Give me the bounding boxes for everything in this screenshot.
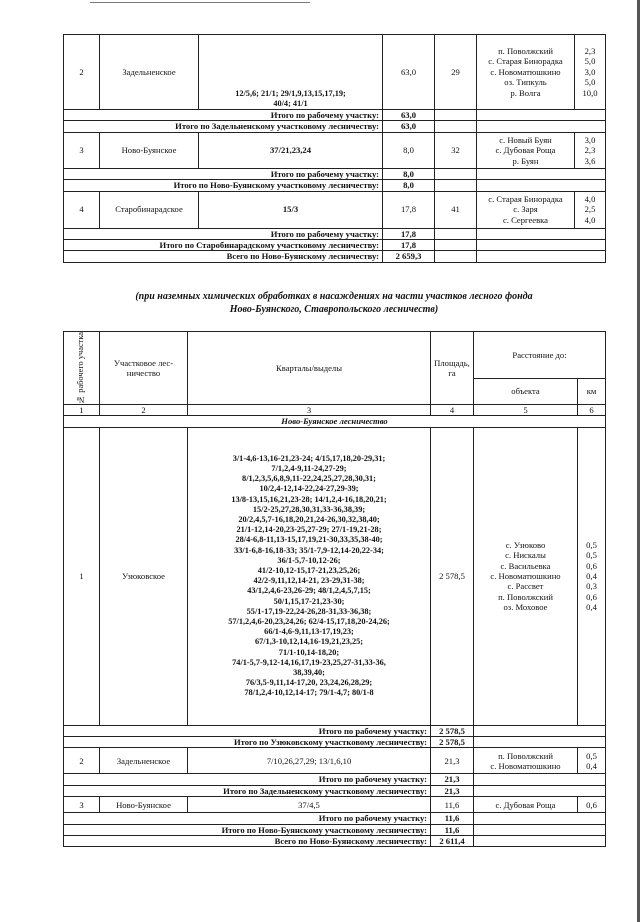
subtotal-row [64, 180, 606, 191]
row-number: 1 [64, 427, 100, 725]
row-number: 3 [64, 797, 100, 813]
km-value: 0,6 [578, 797, 606, 813]
subtotal-row [64, 813, 606, 824]
section-row [64, 416, 606, 427]
header-area: Площадь, га [431, 332, 474, 405]
km-list: 3,0 2,3 3,6 [575, 132, 606, 168]
table-row [64, 191, 606, 228]
column-number: 1 [64, 404, 100, 415]
subtotal-row [64, 121, 606, 132]
subtotal-label: Итого по Ново-Буянскому участковому лесничеству: [64, 824, 431, 835]
forestry-name: Задельненское [100, 35, 199, 110]
header-forestry: Участковое лес-ничество [100, 332, 188, 405]
row-number: 4 [64, 191, 100, 228]
subtotal-area: 2 578,5 [431, 737, 474, 748]
subtotal-area: 8,0 [383, 180, 435, 191]
table-row [64, 132, 606, 168]
subtotal-label: Итого по рабочему участку: [64, 110, 383, 121]
subtotal-row [64, 737, 606, 748]
subtotal-row [64, 110, 606, 121]
quarters-cell: 12/5,6; 21/1; 29/1,9,13,15,17,19; 40/4; 41/1 [199, 35, 383, 110]
total-area: 2 611,4 [431, 836, 474, 847]
subtotal-row [64, 725, 606, 736]
section-title: Ново-Буянское лесничество [64, 416, 606, 427]
header-work-unit-number: № рабочего участка [64, 332, 100, 405]
km-list: 4,0 2,5 4,0 [575, 191, 606, 228]
subtotal-label: Итого по рабочему участку: [64, 725, 431, 736]
quarters-cell: 37/4,5 [188, 797, 431, 813]
forestry-name: Ново-Буянское [100, 797, 188, 813]
subtotal-area: 17,8 [383, 228, 435, 239]
column-number: 3 [188, 404, 431, 415]
area-value: 17,8 [383, 191, 435, 228]
header-km: км [578, 379, 606, 405]
km-list: 0,5 0,4 [578, 748, 606, 774]
area-value: 63,0 [383, 35, 435, 110]
forestry-name: Старобинарадское [100, 191, 199, 228]
subtotal-area: 8,0 [383, 168, 435, 179]
forestry-name: Узюковское [100, 427, 188, 725]
objects-list: п. Поволжский с. Новоматюшкино [474, 748, 578, 774]
scan-edge-line [90, 2, 310, 3]
table-row [64, 35, 606, 110]
quarters-cell: 37/21,23,24 [199, 132, 383, 168]
row-number: 3 [64, 132, 100, 168]
subtotal-area: 21,3 [431, 785, 474, 796]
table-row [64, 748, 606, 774]
subtotal-row [64, 774, 606, 785]
forest-treatment-table [63, 331, 606, 847]
objects-list: с. Новый Буян с. Дубовая Роща р. Буян [477, 132, 575, 168]
column-number: 5 [474, 404, 578, 415]
header-distance: Расстояние до: [474, 332, 606, 379]
forestry-name: Задельненское [100, 748, 188, 774]
subtotal-area: 11,6 [431, 824, 474, 835]
subtotal-row [64, 824, 606, 835]
objects-list: п. Поволжский с. Старая Бинорадка с. Новоматюшкино оз. Типкуль р. Волга [477, 35, 575, 110]
table-row [64, 427, 606, 725]
total-area: 2 659,3 [383, 251, 435, 262]
header-object: объекта [474, 379, 578, 405]
subtotal-area: 63,0 [383, 121, 435, 132]
total-label: Всего по Ново-Буянскому лесничеству: [64, 251, 383, 262]
subtotal-label: Итого по рабочему участку: [64, 228, 383, 239]
total-label: Всего по Ново-Буянскому лесничеству: [64, 836, 431, 847]
distance-value: 29 [435, 35, 477, 110]
row-number: 2 [64, 35, 100, 110]
quarters-cell: 7/10,26,27,29; 13/1,6,10 [188, 748, 431, 774]
forestry-name: Ново-Буянское [100, 132, 199, 168]
area-value: 8,0 [383, 132, 435, 168]
column-number: 4 [431, 404, 474, 415]
subtotal-label: Итого по рабочему участку: [64, 813, 431, 824]
forest-table-continuation [63, 34, 606, 263]
column-number: 6 [578, 404, 606, 415]
objects-list: с. Старая Бинорадка с. Заря с. Сергеевка [477, 191, 575, 228]
object-value: с. Дубовая Роща [474, 797, 578, 813]
header-row [64, 332, 606, 379]
subtotal-area: 17,8 [383, 240, 435, 251]
header-quarters: Кварталы/выделы [188, 332, 431, 405]
subtotal-label: Итого по Задельненскому участковому лесничеству: [64, 785, 431, 796]
area-value: 21,3 [431, 748, 474, 774]
subtotal-row [64, 168, 606, 179]
subtotal-label: Итого по рабочему участку: [64, 774, 431, 785]
quarters-cell: 15/3 [199, 191, 383, 228]
subtotal-area: 63,0 [383, 110, 435, 121]
subtotal-area: 2 578,5 [431, 725, 474, 736]
km-list: 0,5 0,5 0,6 0,4 0,3 0,6 0,4 [578, 427, 606, 725]
distance-value: 41 [435, 191, 477, 228]
km-list: 2,3 5,0 3,0 5,0 10,0 [575, 35, 606, 110]
subtotal-label: Итого по рабочему участку: [64, 168, 383, 179]
subtotal-label: Итого по Старобинарадскому участковому лесничеству: [64, 240, 383, 251]
objects-list: с. Узюково с. Нискалы с. Васильевка с. Новоматюшкино с. Рассвет п. Поволжский оз. Моховое [474, 427, 578, 725]
subtotal-row [64, 228, 606, 239]
column-number: 2 [100, 404, 188, 415]
total-row [64, 836, 606, 847]
subtotal-area: 11,6 [431, 813, 474, 824]
column-numbers-row [64, 404, 606, 415]
table-row [64, 797, 606, 813]
row-number: 2 [64, 748, 100, 774]
subtotal-row [64, 785, 606, 796]
quarters-cell: 3/1-4,6-13,16-21,23-24; 4/15,17,18,20-29,31; 7/1,2,4-9,11-24,27-29; 8/1,2,3,5,6,8,9,11-22,24,25,27,28,30,31; 10/2,4-12,14-22,24-27,29-39; 13/8-13,15,16,21,23-28; 14/1,2,4-16,18,20,21; 15/2-25,27,28,30,31,33-36,38,39; 20/2,4,5,7-16,18,20,21,24-26,30,32,38,40; 21/1-12,14-20,23-25,27-29; 27/1-19,21-28; 28/4-6,8-11,13-15,17,19,21-30,33,35,38-40; 33/1-6,8-16,18-33; 35/1-7,9-12,14-20,22-34; 36/1-5,7-10,12-26; 41/2-10,12-15,17-21,23,25,26; 42/2-9,11,12,14-21, 23-29,31-38; 43/1,2,4,6-23,26-29; 48/1,2,4,5,7,15; 50/1,15,17-21,23-30; 55/1-17,19-22,24-26,28-31,33-36,38; 57/1,2,4,6-20,23,24,26; 62/4-15,17,18,20-24,26; 66/1-4,6-9,11,13-17,19,23; 67/1,3-10,12,14,16-19,21,23,25; 71/1-10,14-18,20; 74/1-5,7-9,12-14,16,17,19-23,25,27-31,33-36, 38,39,40; 76/3,5-9,11,14-17,20, 23,24,26,28,29; 78/1,2,4-10,12,14-17; 79/1-4,7; 80/1-8 [188, 427, 431, 725]
section-heading: (при наземных химических обработках в насаждениях на части участков лесного фонда Ново-Буянского, Ставропольского лесничеств) [135, 291, 533, 315]
subtotal-row [64, 240, 606, 251]
subtotal-label: Итого по Ново-Буянскому участковому лесничеству: [64, 180, 383, 191]
area-value: 2 578,5 [431, 427, 474, 725]
subtotal-area: 21,3 [431, 774, 474, 785]
subtotal-label: Итого по Узюковскому участковому лесничеству: [64, 737, 431, 748]
subtotal-label: Итого по Задельненскому участковому лесничеству: [64, 121, 383, 132]
area-value: 11,6 [431, 797, 474, 813]
total-row [64, 251, 606, 262]
distance-value: 32 [435, 132, 477, 168]
